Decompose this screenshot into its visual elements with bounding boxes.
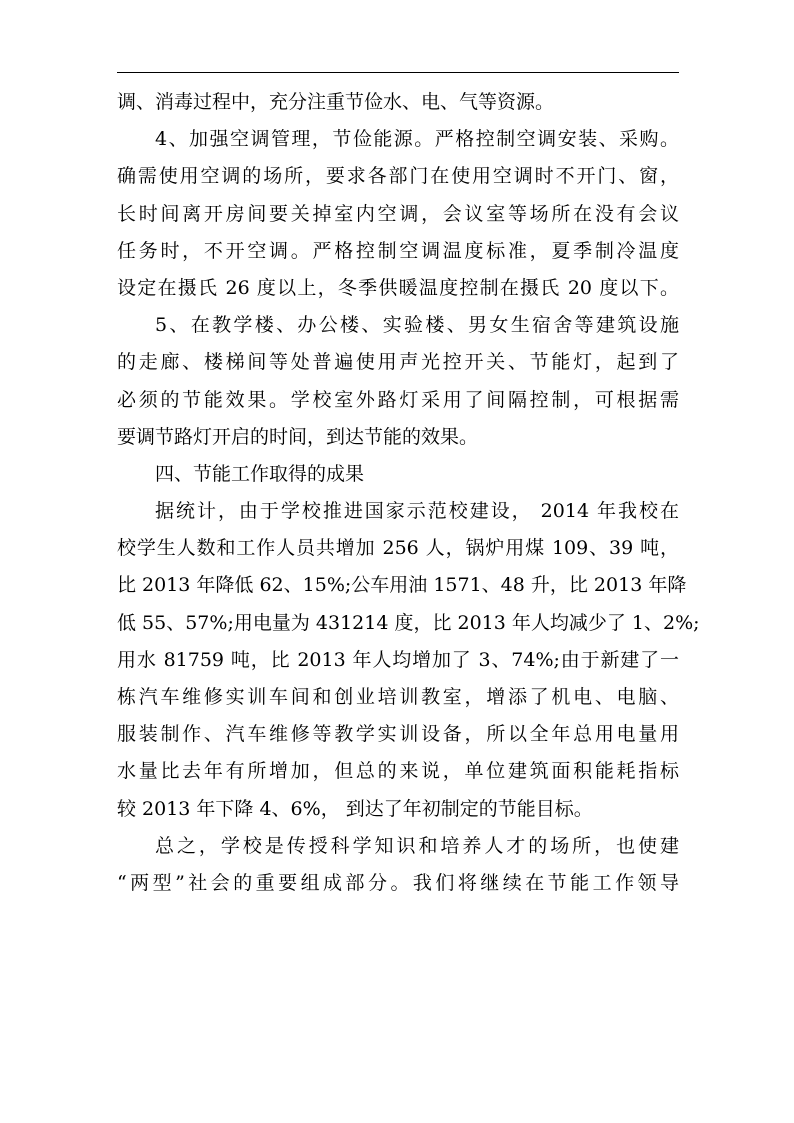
text-line: 比 2013 年降低 62、15%;公车用油 1571、48 升，比 2013 年降 [117, 574, 687, 597]
text-line: 较 2013 年下降 4、6%， 到达了年初制定的节能目标。 [117, 797, 593, 820]
text-line: 确需使用空调的场所，要求各部门在使用空调时不开门、窗， [117, 165, 679, 188]
text-line: 设定在摄氏 26 度以上，冬季供暖温度控制在摄氏 20 度以下。 [117, 276, 679, 299]
text-line: 长时间离开房间要关掉室内空调，会议室等场所在没有会议 [117, 202, 679, 225]
text-line: 水量比去年有所增加，但总的来说，单位建筑面积能耗指标 [117, 760, 679, 783]
text-line: 的走廊、楼梯间等处普遍使用声光控开关、节能灯，起到了 [117, 351, 679, 374]
section-heading: 四、节能工作取得的成果 [155, 462, 365, 485]
text-line: 低 55、57%;用电量为 431214 度，比 2013 年人均减少了 1、2%; [117, 611, 700, 634]
text-line: 4、加强空调管理，节俭能源。严格控制空调安装、采购。 [155, 128, 679, 151]
text-line: 据统计，由于学校推进国家示范校建设， 2014 年我校在 [155, 500, 679, 523]
text-line: 总之，学校是传授科学知识和培养人才的场所，也使建 [155, 834, 679, 857]
text-line: “两型”社会的重要组成部分。我们将继续在节能工作领导 [117, 871, 679, 894]
text-line: 校学生人数和工作人员共增加 256 人，锅炉用煤 109、39 吨， [117, 537, 679, 560]
header-rule [117, 72, 679, 73]
text-line: 栋汽车维修实训车间和创业培训教室，增添了机电、电脑、 [117, 686, 679, 708]
text-line: 用水 81759 吨，比 2013 年人均增加了 3、74%;由于新建了一 [117, 648, 679, 671]
text-line: 服装制作、汽车维修等教学实训设备，所以全年总用电量用 [117, 723, 679, 746]
text-line: 任务时，不开空调。严格控制空调温度标准，夏季制冷温度 [117, 239, 679, 262]
text-line: 必须的节能效果。学校室外路灯采用了间隔控制，可根据需 [117, 388, 679, 411]
text-line: 调、消毒过程中，充分注重节俭水、电、气等资源。 [117, 91, 555, 113]
text-line: 要调节路灯开启的时间，到达节能的效果。 [117, 425, 479, 448]
body-text [117, 84, 700, 902]
text-line: 5、在教学楼、办公楼、实验楼、男女生宿舍等建筑设施 [155, 314, 679, 337]
